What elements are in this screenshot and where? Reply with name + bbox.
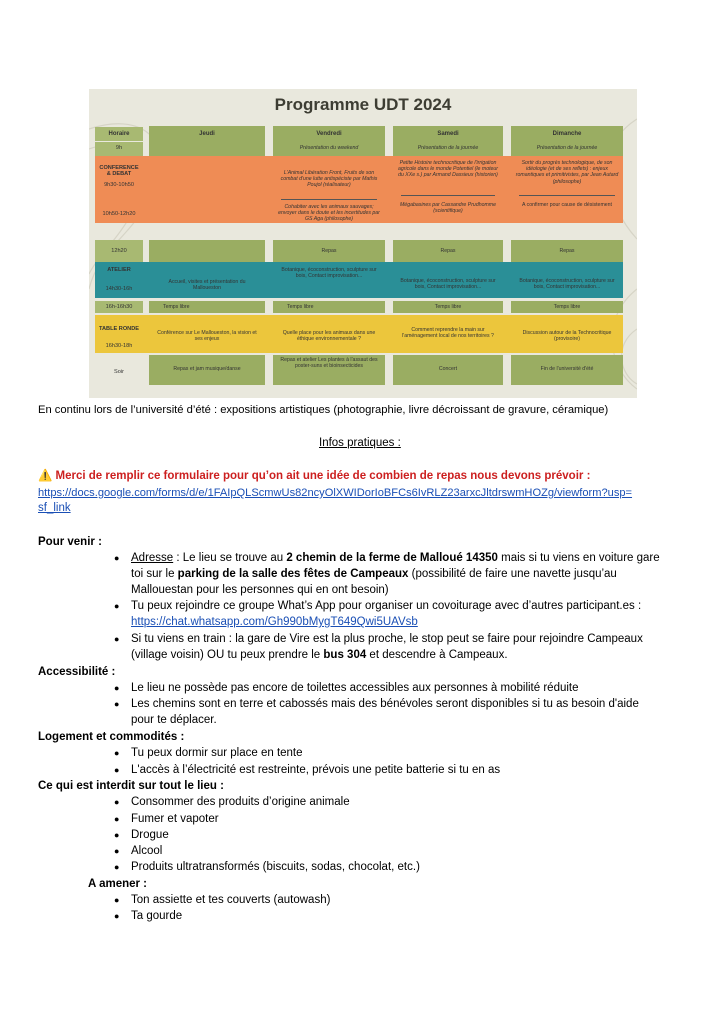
time-atelier: 14h30-16h (105, 286, 133, 292)
ven-conf1: L'Animal Libération Front, Fruits de son combat d'une lutte antispéciste par Mathis Poujol (réalisateur) (280, 170, 378, 189)
adresse-line1 (131, 551, 660, 565)
amener-item: Ta gourde (131, 910, 183, 922)
ven-atelier: Botanique, écoconstruction, sculpture sur bois, Contact improvisation... (281, 267, 377, 280)
ven-temps-libre: Temps libre (273, 301, 385, 313)
dim-conf1: Sortir du progrès technologique, de son idéologie (et de ses reflets) : enjeux romantiques et primitivistes, par Jean Autard (philosophe) (515, 160, 619, 185)
dim-temps-libre: Temps libre (511, 301, 623, 313)
sam-conf2: Mégabasines par Cassandre Prudhomme (scientifique) (399, 202, 497, 215)
time-lunch: 12h20 (95, 240, 143, 262)
sam-temps-libre: Temps libre (393, 301, 503, 313)
adresse-value: 2 chemin de la ferme de Malloué 14350 (286, 552, 498, 564)
interdit-heading: Ce qui est interdit sur tout le lieu : (38, 780, 224, 792)
time-conf1: 9h30-10h50 (104, 182, 134, 188)
bullet-dot: ● (114, 846, 120, 856)
caption: En continu lors de l’université d’été : expositions artistiques (photographie, livre décroissant de gravure, céramique) (38, 404, 609, 416)
logement-heading: Logement et commodités : (38, 731, 185, 743)
label-conference: CONFERENCE & DEBAT (99, 165, 139, 178)
whatsapp-link[interactable]: https://chat.whatsapp.com/Gh990bMygT649Qwi5UAVsb (131, 616, 418, 628)
train-text2: et descendre à Campeaux. (366, 649, 508, 661)
ven-repas: Repas (273, 240, 385, 262)
warning-icon: ⚠️ (38, 470, 53, 482)
bus-number: bus 304 (323, 649, 367, 661)
dim-9h: Présentation de la journée (511, 142, 623, 156)
sam-soir: Concert (393, 355, 503, 385)
bullet-dot: ● (114, 699, 120, 709)
sam-conf-separator (401, 195, 495, 196)
header-samedi: Samedi (393, 126, 503, 142)
ven-soir: Repas et atelier Les plantes à l'assaut des poster-suns et bioinsecticides (273, 355, 385, 385)
jeu-temps-libre: Temps libre (149, 301, 265, 313)
bullet-dot: ● (114, 748, 120, 758)
adresse-text3: toi sur le (131, 568, 178, 580)
time-9h: 9h (95, 142, 143, 156)
adresse-line3: Mallouestan pour les personnes qui en ont besoin) (131, 584, 389, 596)
header-vendredi: Vendredi (273, 126, 385, 142)
interdit-item: Alcool (131, 845, 163, 857)
amener-item: Ton assiette et tes couverts (autowash) (131, 894, 331, 906)
warning-text: Merci de remplir ce formulaire pour qu’on ait une idée de combien de repas nous devons prévoir : (55, 470, 591, 482)
schedule-title: Programme UDT 2024 (274, 95, 452, 114)
amener-heading: A amener : (88, 878, 148, 890)
bullet-dot: ● (114, 601, 120, 611)
label-atelier: ATELIER (107, 267, 131, 273)
adresse-text2: mais si tu viens en voiture gare (497, 552, 660, 564)
dim-conf-separator (519, 195, 615, 196)
bullet-dot: ● (114, 814, 120, 824)
adresse-text4: (possibilité de faire une navette jusqu’au (408, 568, 617, 580)
train-line2 (131, 648, 508, 662)
whatsapp-text: Tu peux rejoindre ce groupe What’s App pour organiser un covoiturage avec d’autres participant.es : (131, 600, 642, 612)
jeu-atelier: Accueil, visites et présentation du Malloueston (168, 279, 246, 292)
dim-atelier: Botanique, écoconstruction, sculpture sur bois, Contact improvisation... (519, 278, 615, 291)
bullet-dot: ● (114, 765, 120, 775)
sam-9h: Présentation de la journée (393, 142, 503, 156)
warning-line (38, 469, 590, 483)
schedule-image (89, 89, 637, 398)
bullet-dot: ● (114, 862, 120, 872)
header-horaire: Horaire (95, 127, 143, 141)
time-table-ronde: 16h30-18h (105, 343, 133, 349)
bullet-dot: ● (114, 553, 120, 563)
pour-venir-heading: Pour venir : (38, 536, 102, 548)
adresse-label: Adresse (131, 552, 174, 564)
ven-table-ronde: Quelle place pour les animaux dans une éthique environnementale ? (282, 330, 376, 343)
train-text: (village voisin) OU tu peux prendre le (131, 649, 324, 661)
logement-item-1: Tu peux dormir sur place en tente (131, 747, 303, 759)
interdit-item: Produits ultratransformés (biscuits, sodas, chocolat, etc.) (131, 861, 420, 873)
dim-table-ronde: Discussion autour de la Technocritique (provisoire) (522, 330, 612, 343)
form-link-line2[interactable]: sf_link (38, 502, 71, 514)
accessibilite-heading: Accessibilité : (38, 666, 116, 678)
sam-repas: Repas (393, 240, 503, 262)
accessibilite-item-2-cont: pour te déplacer. (131, 714, 217, 726)
form-link-line1[interactable]: https://docs.google.com/forms/d/e/1FAIpQLScmwUs82ncyOlXWIDorIoBFCs6IvRLZ23arxcJltdrswmHOZg/viewform?usp= (38, 487, 633, 499)
adresse-text: : Le lieu se trouve au (173, 552, 287, 564)
accessibilite-item-2: Les chemins sont en terre et cabossés mais des bénévoles seront disponibles si tu as besoin d'aide (131, 698, 639, 710)
train-line1: Si tu viens en train : la gare de Vire est la plus proche, le stop peut se faire pour rejoindre Campeaux (131, 633, 643, 645)
interdit-item: Drogue (131, 829, 169, 841)
time-soir: Soir (114, 369, 124, 375)
header-dimanche: Dimanche (511, 126, 623, 142)
ven-conf-separator (281, 199, 377, 200)
jeu-table-ronde: Conférence sur Le Malloueston, la vision et ses enjeux (157, 330, 257, 343)
interdit-item: Consommer des produits d’origine animale (131, 796, 350, 808)
dim-conf2: A confirmer pour cause de désistement (522, 202, 612, 208)
sam-conf1: Petite Histoire technocritique de l'irrigation agricole dans le monde Potentiel (le moteur du XXe s.) par Armand Dassieux (historien) (397, 160, 499, 179)
bullet-dot: ● (114, 895, 120, 905)
adresse-line2 (131, 567, 617, 581)
jeudi-morning (149, 142, 265, 156)
bullet-dot: ● (114, 634, 120, 644)
sam-atelier: Botanique, écoconstruction, sculpture sur bois, Contact improvisation... (400, 278, 496, 291)
logement-item-2: L'accès à l’électricité est restreinte, prévois une petite batterie si tu en as (131, 764, 501, 776)
jeu-soir: Repas et jam musique/danse (149, 355, 265, 385)
ven-9h: Présentation du weekend (273, 142, 385, 156)
time-conf2: 10h50-12h20 (102, 211, 136, 217)
header-jeudi: Jeudi (149, 126, 265, 142)
label-table-ronde: TABLE RONDE (99, 326, 139, 332)
bullet-dot: ● (114, 830, 120, 840)
infos-title: Infos pratiques : (319, 437, 401, 449)
dim-soir: Fin de l'université d'été (511, 355, 623, 385)
jeu-lunch (149, 240, 265, 262)
dim-repas: Repas (511, 240, 623, 262)
accessibilite-item-1: Le lieu ne possède pas encore de toilettes accessibles aux personnes à mobilité réduite (131, 682, 579, 694)
parking-name: parking de la salle des fêtes de Campeaux (177, 568, 409, 580)
time-free: 16h-16h30 (95, 301, 143, 313)
bullet-dot: ● (114, 911, 120, 921)
bullet-dot: ● (114, 797, 120, 807)
interdit-item: Fumer et vapoter (131, 813, 219, 825)
ven-conf2: Cohabiter avec les animaux sauvages; envoyer dans le doute et les incertitudes par GS Aga (philosophe) (278, 204, 380, 223)
bullet-dot: ● (114, 683, 120, 693)
sam-table-ronde: Comment reprendre la main sur l'aménagement local de nos territoires ? (402, 327, 494, 340)
